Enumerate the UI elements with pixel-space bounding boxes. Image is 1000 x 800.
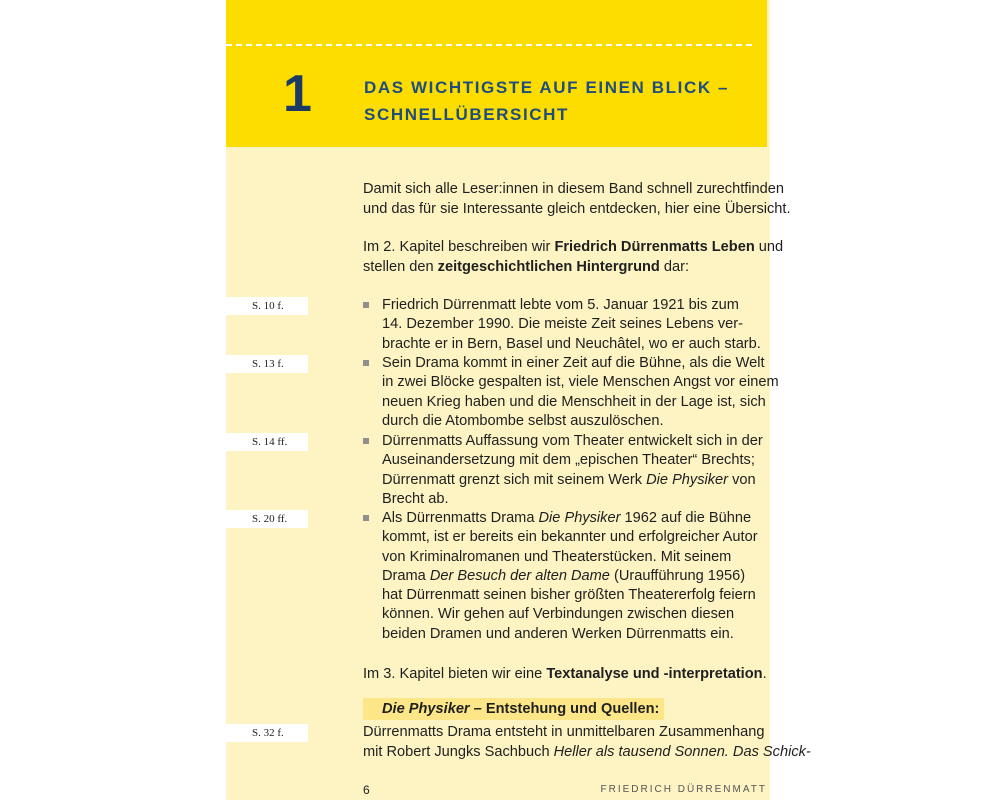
bullet-item-life: Friedrich Dürrenmatt lebte vom 5. Januar 1921 bis zum 14. Dezember 1990. Die meiste Zeit seines Lebens ver- brachte er in Bern, Basel und Neuchâtel, wo er auch starb.: [363, 296, 773, 354]
page-reference-2: S. 13 f.: [226, 355, 308, 373]
chapter-title-line-2: SCHNELLÜBERSICHT: [364, 105, 570, 124]
origin-paragraph: Dürrenmatts Drama entsteht in unmittelbaren Zusammenhang mit Robert Jungks Sachbuch Heller als tausend Sonnen. Das Schick-: [363, 724, 811, 761]
bullet-square-icon: [363, 515, 369, 521]
chapter-title: [364, 74, 764, 128]
page-reference-5: S. 32 f.: [226, 724, 308, 742]
chapter-header: [226, 0, 767, 147]
page-reference-1: S. 10 f.: [226, 297, 308, 315]
chapter-number: 1: [283, 65, 312, 123]
bullet-item-work-context: Als Dürrenmatts Drama Die Physiker 1962 auf die Bühne kommt, ist er bereits ein bekannter und erfolgreicher Autor von Kriminalromanen und Theaterstücken. Mit seinem Drama Der Besuch der alten Dame (Uraufführung 1956) hat Dürrenmatt seinen bisher größten Theatererfolg feiern können. Wir gehen auf Verbindungen zwischen diesen beiden Dramen und anderen Werken Dürrenmatts ein.: [363, 509, 773, 644]
dashed-divider: [226, 44, 752, 46]
section-heading: Die Physiker – Entstehung und Quellen:: [363, 698, 664, 720]
bullet-item-theatre-view: Dürrenmatts Auffassung vom Theater entwickelt sich in der Auseinandersetzung mit dem „epischen Theater“ Brechts; Dürrenmatt grenzt sich mit seinem Werk Die Physiker von Brecht ab.: [363, 432, 773, 509]
page-number: 6: [363, 783, 370, 797]
chapter-2-line-2: stellen den zeitgeschichtlichen Hintergrund dar:: [363, 259, 690, 276]
bullet-square-icon: [363, 360, 369, 366]
chapter-title-line-1: DAS WICHTIGSTE AUF EINEN BLICK –: [364, 78, 730, 97]
chapter-3-paragraph: Im 3. Kapitel bieten wir eine Textanalyse und -interpretation.: [363, 666, 767, 682]
chapter-2-line-1: Im 2. Kapitel beschreiben wir Friedrich Dürrenmatts Leben und: [363, 239, 784, 255]
page-reference-4: S. 20 ff.: [226, 510, 308, 528]
chapter-2-paragraph: [363, 237, 784, 278]
page-reference-3: S. 14 ff.: [226, 433, 308, 451]
book-page: [226, 0, 811, 800]
bullet-square-icon: [363, 438, 369, 444]
running-footer-author: FRIEDRICH DÜRRENMATT: [600, 784, 767, 795]
bullet-square-icon: [363, 302, 369, 308]
intro-line-1: Damit sich alle Leser:innen in diesem Band schnell zurechtfinden: [363, 181, 785, 197]
bullet-item-historical-context: Sein Drama kommt in einer Zeit auf die Bühne, als die Welt in zwei Blöcke gespalten ist, viele Menschen Angst vor einem neuen Krieg haben und die Menschheit in der Lage ist, sich durch die Atombombe selbst auszulöschen.: [363, 354, 773, 431]
intro-line-2: und das für sie Interessante gleich entdecken, hier eine Übersicht.: [363, 201, 791, 218]
intro-paragraph: [363, 179, 791, 220]
